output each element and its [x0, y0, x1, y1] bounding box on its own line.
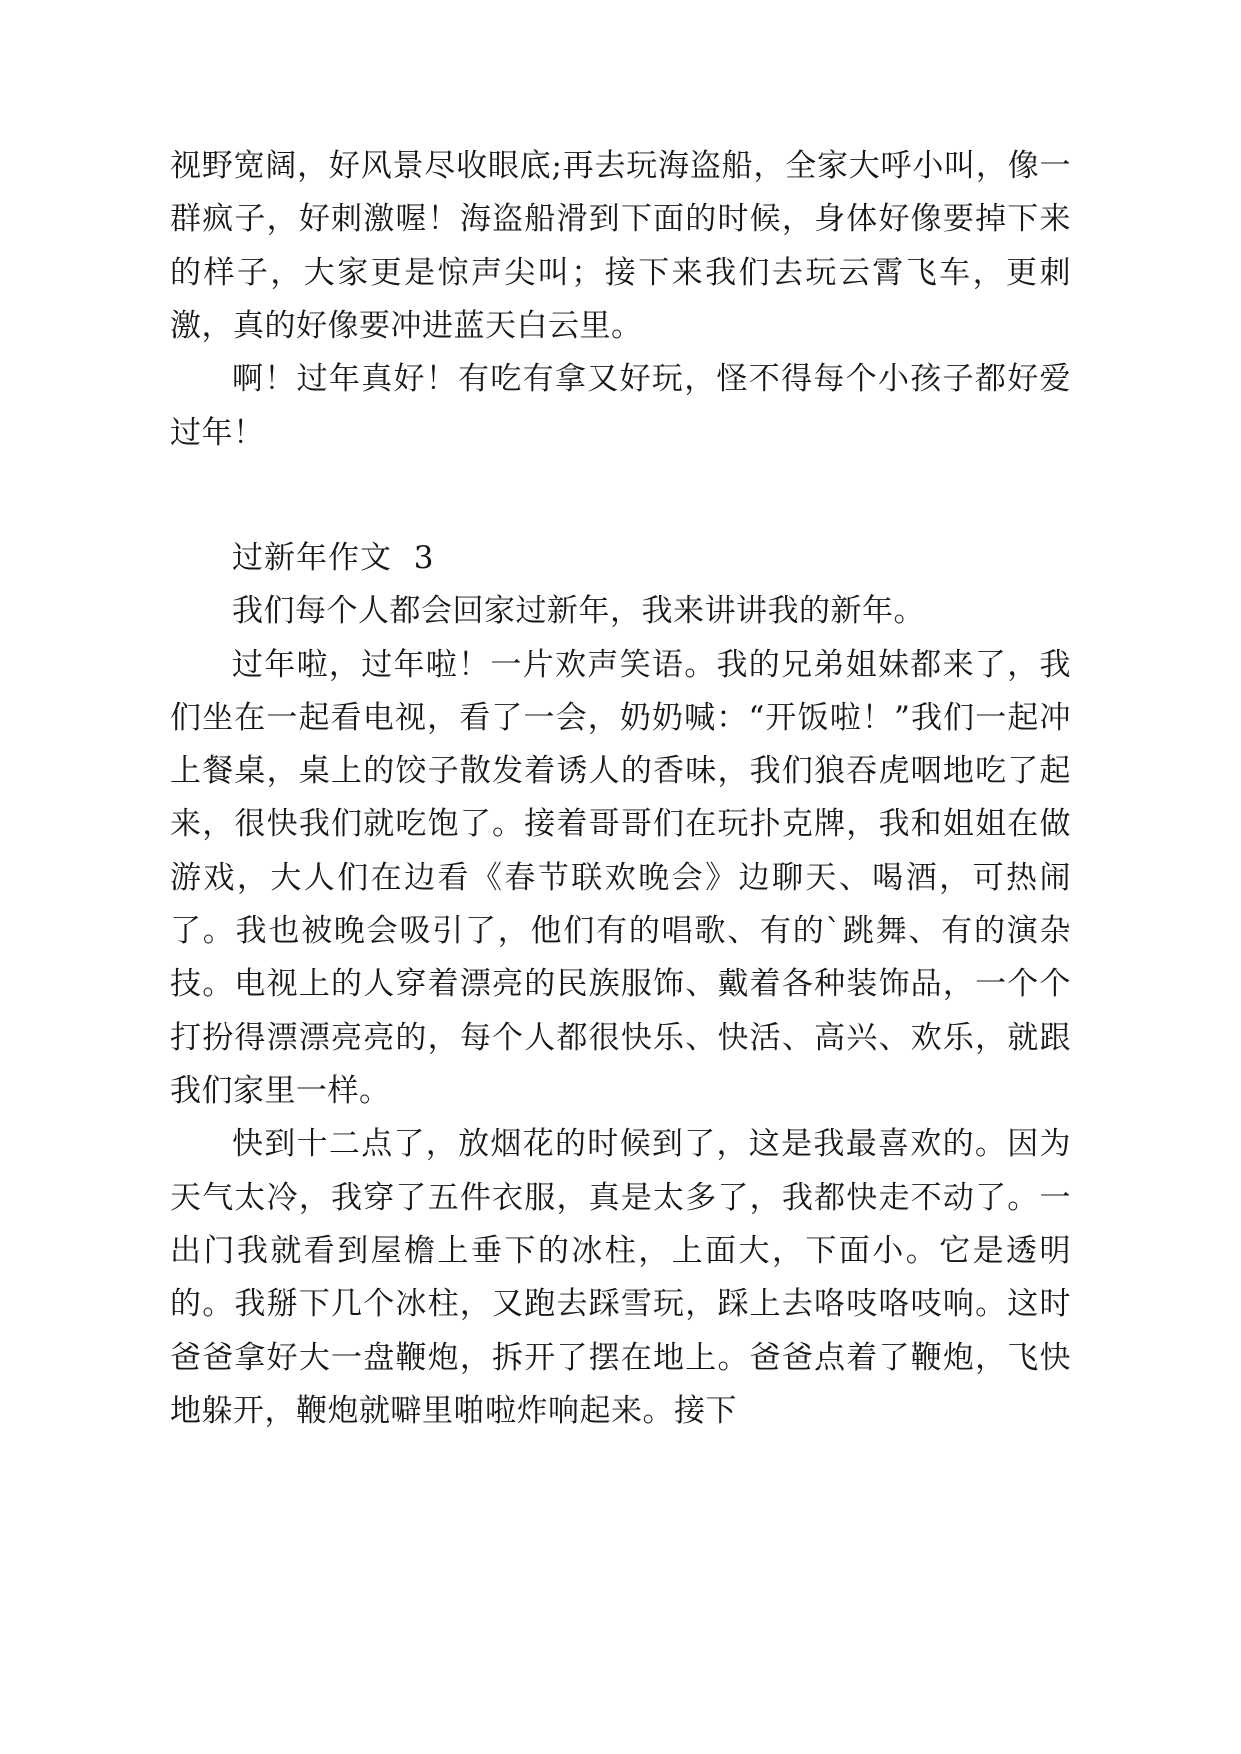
document-body — [170, 140, 1071, 1438]
paragraph: 视野宽阔，好风景尽收眼底;再去玩海盗船，全家大呼小叫，像一群疯子，好刺激喔！海盗船滑到下面的时候，身体好像要掉下来的样子，大家更是惊声尖叫；接下来我们去玩云霄飞车，更刺激，真的好像要冲进蓝天白云里。 — [170, 148, 1071, 344]
section-spacer — [170, 460, 1071, 532]
paragraph: 啊！过年真好！有吃有拿又好玩，怪不得每个小孩子都好爱过年！ — [170, 361, 1071, 451]
paragraph: 过年啦，过年啦！一片欢声笑语。我的兄弟姐妹都来了，我们坐在一起看电视，看了一会，奶奶喊：“开饭啦！”我们一起冲上餐桌，桌上的饺子散发着诱人的香味，我们狼吞虎咽地吃了起来，很快我们就吃饱了。接着哥哥们在玩扑克牌，我和姐姐在做游戏，大人们在边看《春节联欢晚会》边聊天、喝酒，可热闹了。我也被晚会吸引了，他们有的唱歌、有的`跳舞、有的演杂技。电视上的人穿着漂亮的民族服饰、戴着各种装饰品，一个个打扮得漂漂亮亮的，每个人都很快乐、快活、高兴、欢乐，就跟我们家里一样。 — [170, 646, 1071, 1109]
paragraph: 我们每个人都会回家过新年，我来讲讲我的新年。 — [232, 593, 925, 630]
section-heading-number: 3 — [413, 539, 434, 576]
paragraph: 快到十二点了，放烟花的时候到了，这是我最喜欢的。因为天气太冷，我穿了五件衣服，真是太多了，我都快走不动了。一出门我就看到屋檐上垂下的冰柱，上面大，下面小。它是透明的。我掰下几个冰柱，又跑去踩雪玩，踩上去咯吱咯吱响。这时爸爸拿好大一盘鞭炮，拆开了摆在地上。爸爸点着了鞭炮，飞快地躲开，鞭炮就噼里啪啦炸响起来。接下 — [170, 1126, 1071, 1429]
section-heading-title: 过新年作文 — [232, 539, 392, 576]
section-heading — [170, 532, 1071, 585]
